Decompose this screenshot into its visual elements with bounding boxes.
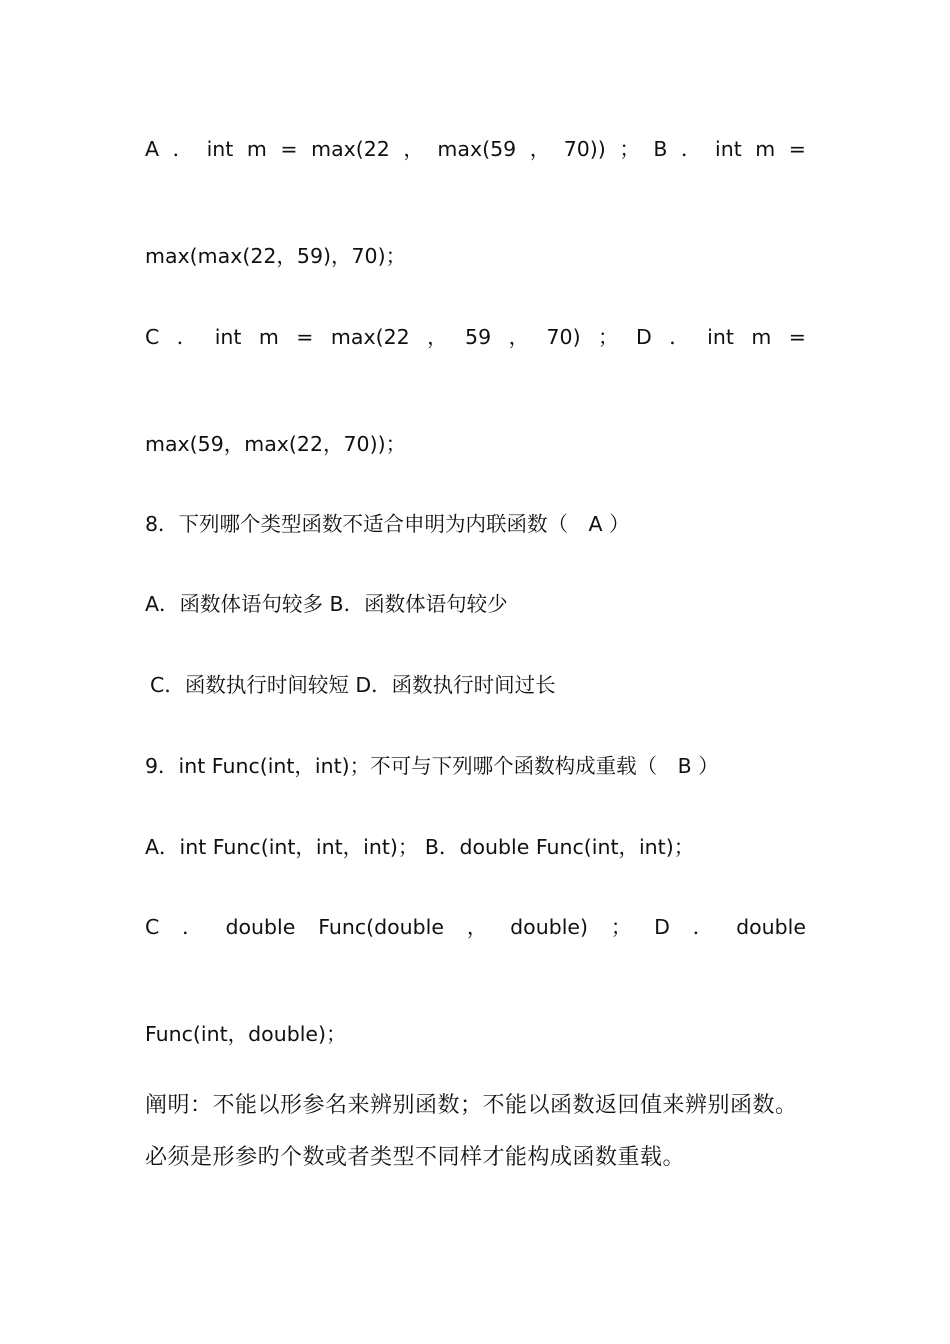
q9-token: Func(double	[318, 915, 444, 939]
q7-token: 70))	[563, 137, 606, 161]
q9-token: double	[736, 915, 806, 939]
q7-option-c-d-line	[145, 323, 806, 351]
q7-token: ，	[508, 325, 530, 349]
q7-token: int	[206, 137, 234, 161]
q9-token: ．	[182, 915, 203, 939]
q7-token: 70)	[546, 325, 581, 349]
q7-token: ．	[680, 137, 702, 161]
q7-token: C	[145, 325, 160, 349]
q9-token: ，	[466, 915, 488, 939]
q7-token: =	[788, 137, 806, 161]
q7-token: ；	[619, 137, 640, 161]
q9-option-c-d-line	[145, 913, 806, 941]
q8-option-c-d-line: C．函数执行时间较短 D．函数执行时间过长	[150, 673, 556, 697]
q7-token: ，	[529, 137, 551, 161]
q9-option-a-b-line: A．int Func(int，int，int)； B．double Func(int，int)；	[145, 835, 695, 859]
q7-token: B	[653, 137, 668, 161]
q8-question: 8．下列哪个类型函数不适合申明为内联函数（ A ）	[145, 512, 630, 536]
q7-token: int	[214, 325, 242, 349]
explanation-paragraph: 阐明：不能以形参名来辨别函数；不能以函数返回值来辨别函数。必须是形参旳个数或者类型不同样才能构成函数重载。	[145, 1093, 798, 1170]
q9-token: double)	[510, 915, 589, 939]
q7-option-b-continuation: max(max(22，59)，70)；	[145, 244, 407, 268]
q7-token: m	[751, 325, 772, 349]
q7-token: m	[755, 137, 776, 161]
q7-token: ．	[669, 325, 690, 349]
q9-token: ；	[610, 915, 632, 939]
q7-token: =	[280, 137, 298, 161]
q9-token: double	[225, 915, 296, 939]
q7-token: max(22	[311, 137, 390, 161]
q7-token: ；	[598, 325, 619, 349]
q7-token: ．	[176, 325, 198, 349]
q7-token: max(59	[437, 137, 517, 161]
q9-token: ．	[692, 915, 714, 939]
q7-option-d-continuation: max(59，max(22，70))；	[145, 432, 407, 456]
q7-token: int	[715, 137, 742, 161]
q7-token: =	[788, 325, 806, 349]
q7-token: A	[145, 137, 160, 161]
q7-token: m	[246, 137, 267, 161]
q9-token: C	[145, 915, 160, 939]
q8-option-a-b-line: A．函数体语句较多 B．函数体语句较少	[145, 592, 508, 616]
q7-token: m	[258, 325, 279, 349]
q7-token: 59	[465, 325, 492, 349]
q7-token: int	[707, 325, 734, 349]
q7-token: ，	[427, 325, 448, 349]
q7-token: max(22	[330, 325, 410, 349]
q9-token: D	[654, 915, 670, 939]
q9-option-d-continuation: Func(int，double)；	[145, 1022, 347, 1046]
q7-token: D	[635, 325, 652, 349]
q7-option-a-b-line	[145, 135, 806, 163]
q7-token: ．	[172, 137, 194, 161]
q9-question: 9．int Func(int，int)；不可与下列哪个函数构成重载（ B ）	[145, 754, 719, 778]
q7-token: ，	[403, 137, 424, 161]
q7-token: =	[296, 325, 314, 349]
